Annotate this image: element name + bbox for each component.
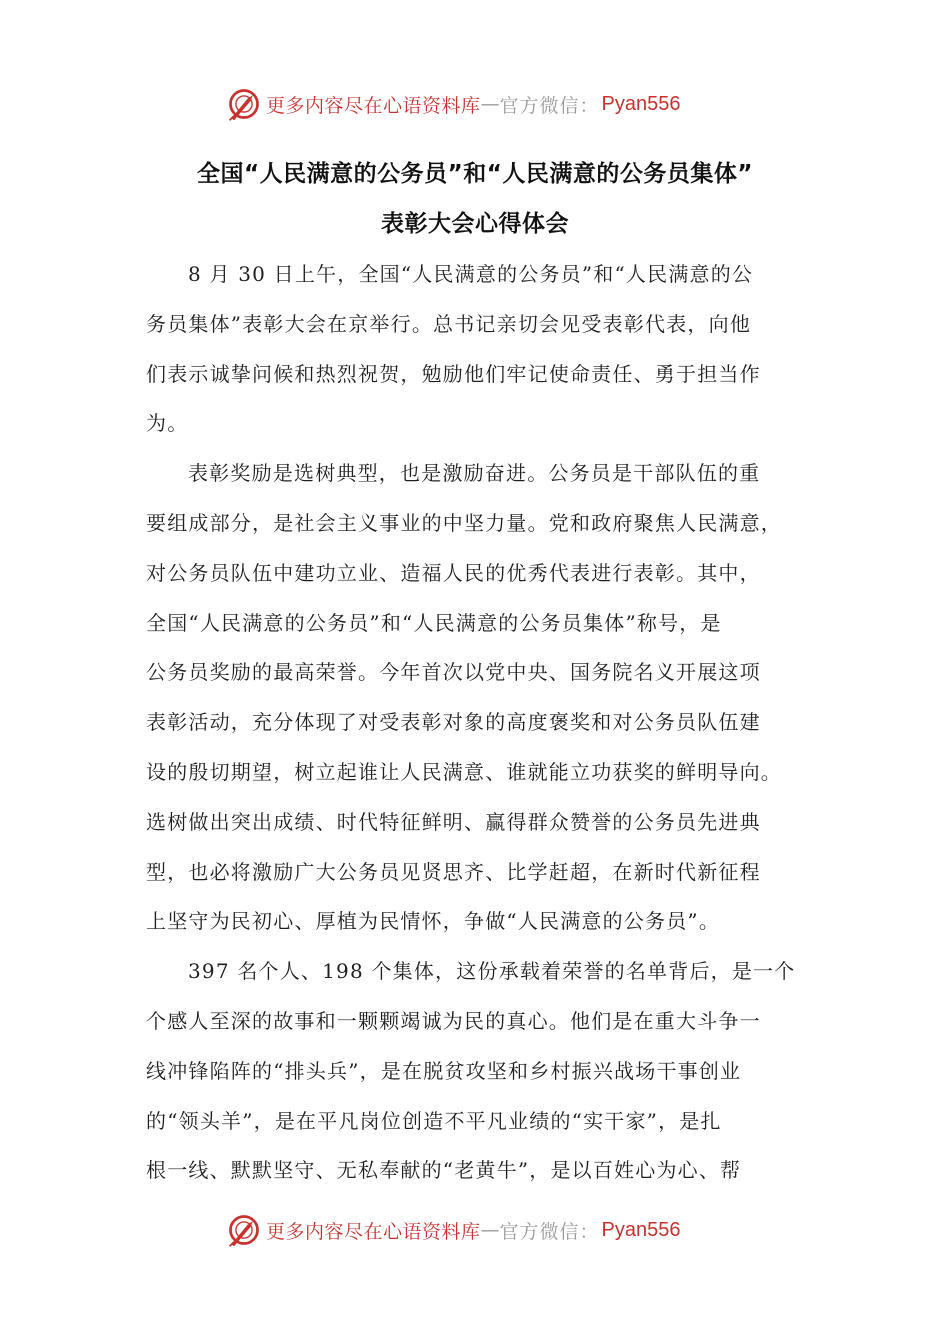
banner-separator: — xyxy=(480,1219,500,1241)
body-line: 型，也必将激励广大公务员见贤思齐、比学赶超，在新时代新征程 xyxy=(146,859,761,884)
footer-banner xyxy=(226,1210,746,1250)
pen-nib-circle-logo xyxy=(226,1212,262,1248)
body-line: 对公务员队伍中建功立业、造福人民的优秀代表进行表彰。其中， xyxy=(146,560,761,585)
body-line: 选树做出突出成绩、时代特征鲜明、赢得群众赞誉的公务员先进典 xyxy=(146,809,761,834)
body-line: 公务员奖励的最高荣誉。今年首次以党中央、国务院名义开展这项 xyxy=(146,660,761,685)
body-line: 为。 xyxy=(146,411,189,436)
body-line: 全国“人民满意的公务员”和“人民满意的公务员集体”称号，是 xyxy=(146,610,722,635)
banner-separator: — xyxy=(480,93,500,115)
pen-nib-circle-logo xyxy=(226,86,262,122)
header-banner xyxy=(226,84,746,124)
body-line: 的“领头羊”，是在平凡岗位创造不平凡业绩的“实干家”，是扎 xyxy=(146,1108,722,1133)
body-line: 表彰奖励是选树典型，也是激励奋进。公务员是干部队伍的重 xyxy=(188,461,761,486)
body-line: 上坚守为民初心、厚植为民情怀，争做“人民满意的公务员”。 xyxy=(146,909,721,934)
paragraph-3 xyxy=(146,947,810,1196)
body-line: 个感人至深的故事和一颗颗竭诚为民的真心。他们是在重大斗争一 xyxy=(146,1008,761,1033)
document-title-line-1: 全国“人民满意的公务员”和“人民满意的公务员集体” xyxy=(197,161,753,187)
body-line: 表彰活动，充分体现了对受表彰对象的高度褒奖和对公务员队伍建 xyxy=(146,710,761,735)
banner-wechat-id: Pyan556 xyxy=(601,92,681,115)
paragraph-2 xyxy=(146,449,810,947)
banner-wechat-label: 官方微信： xyxy=(499,1220,600,1243)
body-line: 8 月 30 日上午，全国“人民满意的公务员”和“人民满意的公 xyxy=(188,262,754,286)
banner-lead-text: 更多内容尽在心语资料库 xyxy=(266,94,481,117)
body-line: 设的殷切期望，树立起谁让人民满意、谁就能立功获奖的鲜明导向。 xyxy=(146,759,782,784)
body-line: 们表示诚挚问候和热烈祝贺，勉励他们牢记使命责任、勇于担当作 xyxy=(146,361,761,386)
banner-lead-text: 更多内容尽在心语资料库 xyxy=(266,1220,481,1243)
banner-wechat-label: 官方微信： xyxy=(499,94,600,117)
body-line: 根一线、默默坚守、无私奉献的“老黄牛”，是以百姓心为心、帮 xyxy=(146,1158,742,1183)
body-line: 397 名个人、198 个集体，这份承载着荣誉的名单背后，是一个 xyxy=(188,959,796,984)
document-body xyxy=(146,250,810,1196)
document-title-line-2: 表彰大会心得体会 xyxy=(381,211,569,237)
body-line: 线冲锋陷阵的“排头兵”，是在脱贫攻坚和乡村振兴战场干事创业 xyxy=(146,1058,742,1083)
paragraph-1 xyxy=(146,250,810,449)
body-line: 要组成部分，是社会主义事业的中坚力量。党和政府聚焦人民满意， xyxy=(146,510,782,535)
banner-wechat-id: Pyan556 xyxy=(601,1218,681,1241)
body-line: 务员集体”表彰大会在京举行。总书记亲切会见受表彰代表，向他 xyxy=(146,311,752,336)
